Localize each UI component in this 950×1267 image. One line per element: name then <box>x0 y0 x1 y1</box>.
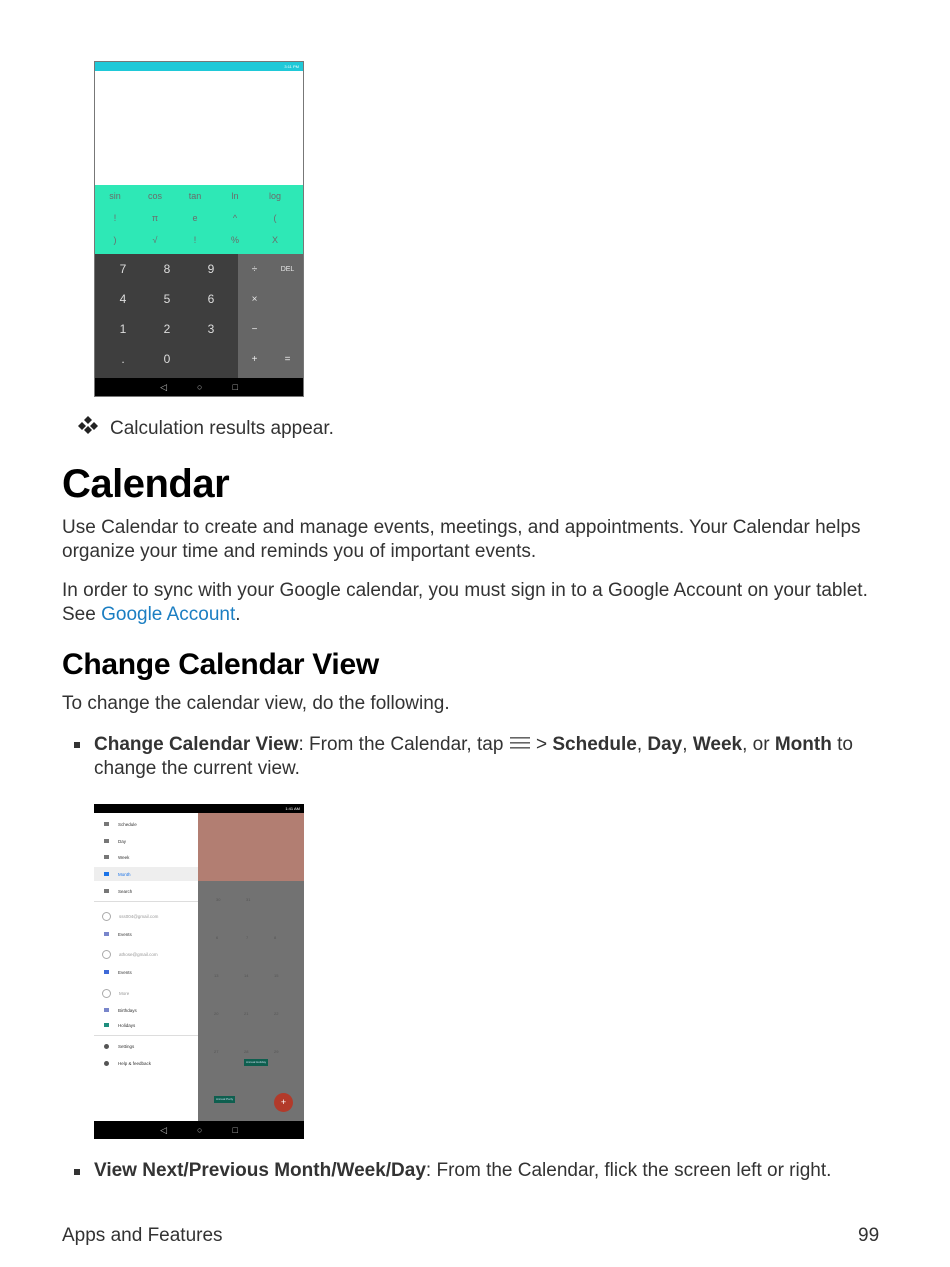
drawer-item-label: Schedule <box>118 821 137 827</box>
page-number: 99 <box>858 1225 880 1246</box>
square-bullet-icon <box>74 1169 80 1175</box>
more-label: More <box>119 990 130 996</box>
calendar-name: Events <box>118 969 132 975</box>
account-1-calendar[interactable] <box>94 927 198 941</box>
account-avatar-icon <box>102 950 111 959</box>
drawer-item-week[interactable] <box>94 850 198 864</box>
grid-number: 6 <box>216 935 219 940</box>
help-icon <box>104 1061 109 1066</box>
num-row <box>95 314 238 344</box>
day-term: Day <box>647 734 683 755</box>
bullet2-text: : From the Calendar, flick the screen left or right. <box>425 1160 832 1181</box>
menu-icon <box>509 735 531 751</box>
bullet2-term: View Next/Previous Month/Week/Day <box>94 1160 426 1181</box>
number-keypad <box>95 254 238 380</box>
drawer-item-label: Help & feedback <box>118 1060 152 1066</box>
section-paragraph-2 <box>62 579 892 627</box>
sci-row <box>95 229 303 251</box>
num-key[interactable]: 6 <box>207 292 215 306</box>
num-key[interactable]: 0 <box>163 352 171 366</box>
grid-number: 27 <box>214 1049 219 1054</box>
grid-number: 28 <box>244 1049 249 1054</box>
calculator-screenshot <box>94 61 304 397</box>
bullet-next-previous <box>94 1159 894 1183</box>
result-bullet <box>78 416 98 439</box>
grid-number: 29 <box>274 1049 279 1054</box>
drawer-item-label: Settings <box>118 1043 135 1049</box>
grid-number: 8 <box>274 935 277 940</box>
sci-key[interactable]: ^ <box>232 213 238 223</box>
footer-section-name: Apps and Features <box>62 1225 223 1246</box>
bullet-change-view: Change Calendar View: From the Calendar, tap > Schedule, Day, Week, or Month to change the current view. <box>94 734 853 779</box>
drawer-item-schedule[interactable] <box>94 817 198 831</box>
sci-key[interactable]: cos <box>147 191 162 201</box>
checkbox-icon <box>104 1023 109 1027</box>
grid-number: 20 <box>214 1011 219 1016</box>
section-title: Calendar <box>62 462 230 506</box>
recents-icon[interactable]: □ <box>232 1125 238 1135</box>
num-key[interactable]: 3 <box>207 322 215 336</box>
schedule-term: Schedule <box>552 734 637 755</box>
num-key[interactable]: 2 <box>163 322 171 336</box>
account-email: athose@gmail.com <box>119 951 158 957</box>
op-row <box>238 254 304 284</box>
operator-keypad <box>238 254 304 380</box>
month-banner <box>198 813 304 881</box>
divider <box>94 901 198 902</box>
checkbox-icon <box>104 1008 109 1012</box>
calendar-name: Events <box>118 931 132 937</box>
sci-key[interactable]: log <box>268 191 281 201</box>
num-row <box>95 284 238 314</box>
section-paragraph-1: Use Calendar to create and manage events, meetings, and appointments. Your Calendar helps organize your time and reminds you of important events. <box>62 517 861 562</box>
navigation-drawer <box>94 813 198 1121</box>
search-icon <box>104 889 109 893</box>
checkbox-icon <box>104 932 109 936</box>
grid-number: 22 <box>274 1011 279 1016</box>
sci-key[interactable]: ln <box>231 191 239 201</box>
bullet1-c: to change the current view. <box>94 734 853 779</box>
square-bullet-icon <box>74 742 80 748</box>
drawer-item-month[interactable] <box>94 867 198 881</box>
status-bar <box>95 62 303 71</box>
add-event-button[interactable]: + <box>274 1093 293 1112</box>
plus-key[interactable]: + <box>251 353 258 365</box>
drawer-item-label: Day <box>118 838 127 844</box>
bullet1-a: : From the Calendar, tap <box>298 734 504 755</box>
bullet1-or: or <box>752 734 770 755</box>
more-icon <box>102 989 111 998</box>
bullet1-term: Change Calendar View <box>94 734 299 755</box>
week-icon <box>104 855 109 859</box>
day-icon <box>104 839 109 843</box>
sci-row <box>95 185 303 207</box>
grid-number: 21 <box>244 1011 249 1016</box>
result-text: Calculation results appear. <box>110 418 334 439</box>
delete-key[interactable]: DEL <box>280 265 295 273</box>
subsection-title: Change Calendar View <box>62 648 379 681</box>
event-chip[interactable]: Annual Holiday <box>246 1060 267 1064</box>
home-icon[interactable]: ○ <box>197 1125 203 1135</box>
grid-number: 13 <box>214 973 219 978</box>
drawer-item-settings[interactable] <box>94 1039 198 1053</box>
num-key[interactable]: 1 <box>119 322 127 336</box>
drawer-item-search[interactable] <box>94 884 198 898</box>
account-2-calendar[interactable] <box>94 965 198 979</box>
gear-icon <box>104 1044 109 1049</box>
drawer-item-label: Search <box>118 888 133 894</box>
num-key[interactable]: 5 <box>163 292 171 306</box>
drawer-item-label: Week <box>118 854 130 860</box>
num-key[interactable]: 4 <box>119 292 127 306</box>
equals-key[interactable]: = <box>284 353 291 365</box>
drawer-item-day[interactable] <box>94 834 198 848</box>
calculator-display <box>95 71 303 185</box>
status-bar <box>94 804 304 813</box>
holidays-calendar[interactable] <box>94 1018 198 1032</box>
num-row <box>95 344 238 374</box>
para2-end: . <box>235 604 241 625</box>
grid-number: 7 <box>246 935 249 940</box>
account-email: sss004@gmail.com <box>119 913 159 919</box>
sci-row <box>95 207 303 229</box>
back-icon[interactable]: ◁ <box>160 1124 168 1135</box>
para2-text: In order to sync with your Google calendar, you must sign in to a Google Account on your tablet. See <box>62 580 868 625</box>
subsection-intro: To change the calendar view, do the following. <box>62 693 450 714</box>
num-key[interactable]: 8 <box>163 262 171 276</box>
back-icon[interactable]: ◁ <box>160 381 168 392</box>
sci-key[interactable]: sin <box>109 191 121 201</box>
sci-key[interactable]: π <box>151 213 159 223</box>
divider <box>94 1035 198 1036</box>
month-term: Month <box>774 734 832 755</box>
num-key[interactable]: 9 <box>207 262 215 276</box>
account-2 <box>94 947 198 961</box>
num-key[interactable]: . <box>121 352 125 366</box>
sci-key[interactable]: % <box>230 235 239 245</box>
month-icon <box>104 872 109 876</box>
divide-key[interactable]: ÷ <box>251 263 258 275</box>
num-key[interactable]: 7 <box>119 262 127 276</box>
diamond-cluster-icon <box>78 416 98 434</box>
op-row <box>238 344 304 374</box>
calendar-name: Birthdays <box>118 1007 137 1013</box>
account-avatar-icon <box>102 912 111 921</box>
more-section <box>94 986 198 1000</box>
google-account-link[interactable]: Google Account <box>101 604 236 625</box>
scientific-keypad <box>95 185 303 254</box>
grid-number: 30 <box>216 897 221 902</box>
op-row <box>238 314 304 344</box>
minus-key[interactable]: − <box>251 323 258 335</box>
week-term: Week <box>692 734 743 755</box>
sci-key[interactable]: ! <box>193 235 197 245</box>
calendar-screenshot <box>94 804 304 1139</box>
num-row <box>95 254 238 284</box>
sci-key[interactable]: e <box>192 213 198 223</box>
multiply-key[interactable]: × <box>251 293 258 305</box>
grid-number: 31 <box>246 897 251 902</box>
sci-key[interactable]: ) <box>113 235 117 245</box>
birthdays-calendar[interactable] <box>94 1003 198 1017</box>
recents-icon[interactable]: □ <box>232 382 238 392</box>
grid-number: 15 <box>274 973 279 978</box>
android-nav-bar <box>94 1121 304 1139</box>
bullet1-b: > <box>535 734 548 755</box>
op-row <box>238 284 304 314</box>
grid-number: 14 <box>244 973 249 978</box>
drawer-item-label: Month <box>118 871 131 877</box>
status-time: 1:41 AM <box>285 806 300 811</box>
status-time: 3:11 PM <box>284 64 299 69</box>
account-1 <box>94 909 198 923</box>
sci-key[interactable]: ! <box>113 213 117 223</box>
home-icon[interactable]: ○ <box>197 382 203 392</box>
sci-key[interactable]: ( <box>273 213 277 223</box>
checkbox-icon <box>104 970 109 974</box>
drawer-item-help[interactable] <box>94 1056 198 1070</box>
sci-key[interactable]: √ <box>152 235 158 245</box>
event-chip[interactable]: Annual Party <box>216 1097 234 1101</box>
sci-key[interactable]: tan <box>188 191 202 201</box>
android-nav-bar <box>95 378 303 396</box>
sci-key[interactable]: X <box>271 235 278 245</box>
schedule-icon <box>104 822 109 826</box>
calendar-name: Holidays <box>118 1022 136 1028</box>
